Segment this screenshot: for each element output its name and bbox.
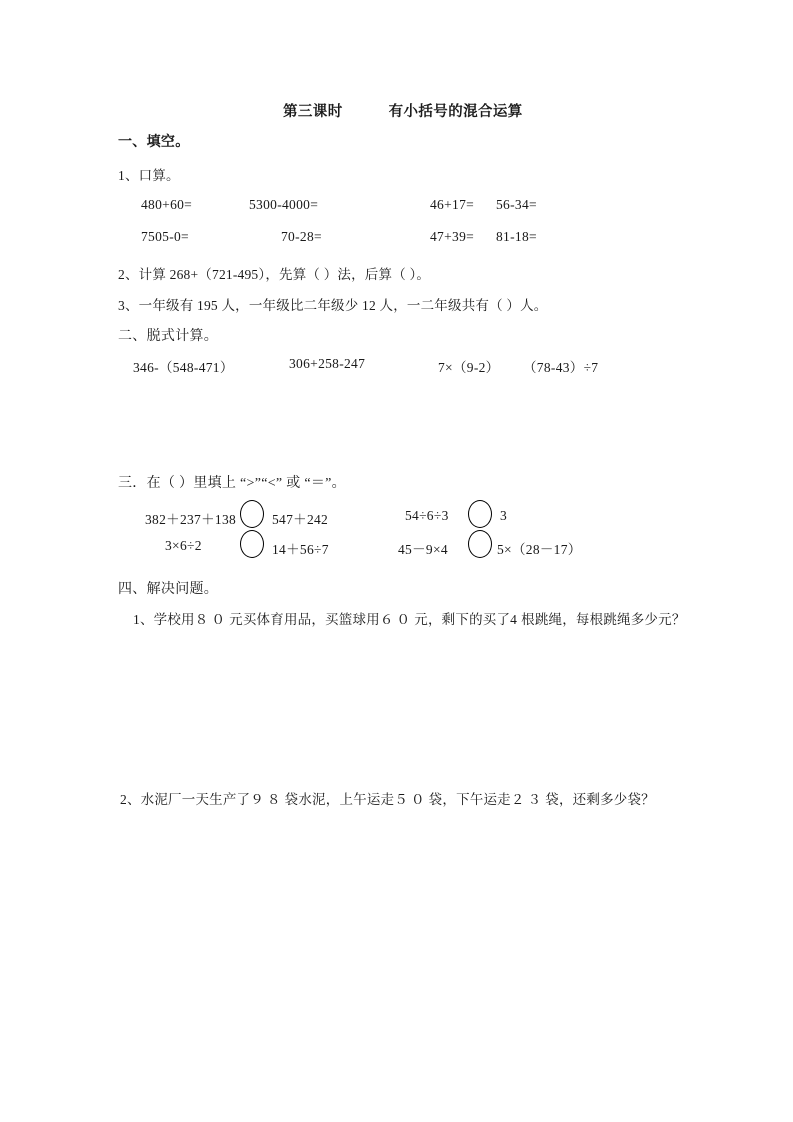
item-label-oral-calc: 1、口算。 xyxy=(118,168,180,183)
compare-3-circle-blank[interactable] xyxy=(240,530,264,558)
compare-2-left: 54÷6÷3 xyxy=(405,508,449,523)
section-heading-two: 二、脱式计算。 xyxy=(118,329,219,344)
compare-2-circle-blank[interactable] xyxy=(468,500,492,528)
oral-row2-col3: 47+39= xyxy=(430,229,475,244)
oral-row2-col1: 7505-0= xyxy=(141,229,189,244)
word-problem-1-num3: 4 xyxy=(510,612,521,627)
word-problem-2-mid1: 袋水泥，上午运走 xyxy=(284,792,395,807)
compare-1-left: 382＋237＋138 xyxy=(145,512,237,527)
fill-blank-item-2: 2、计算 268+（721-495），先算（ ）法，后算（ ）。 xyxy=(118,267,431,282)
compare-3-left: 3×6÷2 xyxy=(165,538,202,553)
word-problem-1-num1: ８０ xyxy=(194,612,229,627)
word-problem-2-num2: ５０ xyxy=(394,792,428,807)
section-heading-three: 三．在（ ）里填上 “>”“<” 或 “＝”。 xyxy=(118,476,346,491)
word-problem-2 xyxy=(120,788,655,808)
word-problem-1-prefix: 1、学校用 xyxy=(133,612,195,627)
compare-3-right: 14＋56÷7 xyxy=(272,542,329,557)
compare-1-circle-blank[interactable] xyxy=(240,500,264,528)
section-heading-four: 四、解决问题。 xyxy=(118,582,219,597)
word-problem-1-mid2: 元，剩下的买了 xyxy=(414,612,511,627)
compare-4-circle-blank[interactable] xyxy=(468,530,492,558)
oral-row2-col2: 70-28= xyxy=(281,229,322,244)
oral-row1-col2: 5300-4000= xyxy=(249,197,319,212)
compare-1-right: 547＋242 xyxy=(272,512,329,527)
oral-row1-col1: 480+60= xyxy=(141,197,193,212)
word-problem-2-prefix: 2、水泥厂一天生产了 xyxy=(120,792,251,807)
word-problem-2-suffix: 袋，还剩多少袋？ xyxy=(545,792,655,807)
word-problem-1 xyxy=(133,608,686,628)
stepwise-expr-3: 7×（9-2） xyxy=(438,360,500,375)
word-problem-1-mid1: 元买体育用品，买篮球用 xyxy=(229,612,380,627)
fill-blank-item-3: 3、一年级有 195 人，一年级比二年级少 12 人，一二年级共有（ ）人。 xyxy=(118,298,548,313)
compare-4-left: 45－9×4 xyxy=(398,542,448,557)
compare-4-right: 5×（28－17） xyxy=(497,542,582,557)
word-problem-2-mid2: 袋，下午运走 xyxy=(428,792,511,807)
title-lesson: 第三课时 xyxy=(283,104,343,120)
page-title xyxy=(283,100,523,121)
word-problem-2-num3: ２３ xyxy=(510,792,545,807)
stepwise-expr-4: （78-43）÷7 xyxy=(523,360,599,375)
title-topic: 有小括号的混合运算 xyxy=(388,104,523,120)
word-problem-2-num1: ９８ xyxy=(250,792,284,807)
word-problem-1-num2: ６０ xyxy=(379,612,414,627)
oral-row1-col3: 46+17= xyxy=(430,197,475,212)
compare-2-right: 3 xyxy=(500,508,508,523)
oral-row2-col4: 81-18= xyxy=(496,229,537,244)
section-heading-one: 一、填空。 xyxy=(118,135,190,150)
word-problem-1-suffix: 根跳绳，每根跳绳多少元？ xyxy=(521,612,686,627)
stepwise-expr-1: 346-（548-471） xyxy=(133,360,234,375)
oral-row1-col4: 56-34= xyxy=(496,197,537,212)
stepwise-expr-2: 306+258-247 xyxy=(289,356,366,371)
